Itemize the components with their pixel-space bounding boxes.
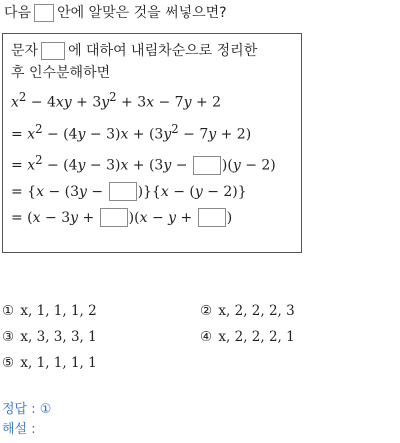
explanation-label: 해설 [2, 422, 28, 437]
answer-label: 정답 [2, 402, 28, 417]
answer-section [2, 400, 51, 440]
blank-4 [198, 208, 226, 227]
question-before: 다음 [4, 5, 32, 21]
question-after: 안에 알맞은 것을 써넣으면? [57, 5, 227, 21]
choice-3[interactable]: ③ x, 3, 3, 3, 1 [2, 329, 97, 345]
choice-2[interactable]: ② x, 2, 2, 2, 3 [200, 303, 295, 319]
expression-line-4: = {x − (3y − )}{x − (y − 2)} [11, 183, 247, 200]
problem-box [2, 33, 302, 253]
blank-3 [100, 208, 128, 227]
choice-5[interactable]: ⑤ x, 1, 1, 1, 1 [2, 355, 97, 371]
blank-1 [193, 156, 221, 175]
choice-row [2, 324, 398, 350]
expression-line-2: = $x^2 - (4y - 3)x + (3y^2 - 7y + 2)$ [11, 121, 252, 143]
intro-after: 에 대하여 내림차순으로 정리한 [68, 43, 258, 59]
choices [2, 298, 398, 376]
variable-blank [41, 42, 65, 60]
explanation-line: 해설 : [2, 422, 36, 437]
question-text [4, 4, 227, 22]
choice-row [2, 350, 398, 376]
answer-value: ① [39, 402, 52, 417]
choice-1[interactable]: ① x, 1, 1, 1, 2 [2, 303, 97, 319]
question-blank [34, 4, 54, 22]
choice-4[interactable]: ④ x, 2, 2, 2, 1 [200, 329, 295, 345]
box-intro-line-2: 후 인수분해하면 [11, 65, 111, 81]
expression-line-5: = (x − 3y + )(x − y + ) [11, 209, 233, 226]
intro-before: 문자 [11, 43, 39, 59]
box-intro-line-1 [11, 40, 301, 62]
choice-row [2, 298, 398, 324]
expression-line-3: = $x^2 - (4y - 3)x + (3y - )(y - 2)$ [11, 153, 276, 174]
blank-2 [109, 182, 137, 201]
expression-line-1: $x^2 - 4xy + 3y^2 + 3x - 7y + 2$ [11, 90, 222, 111]
answer-line: 정답 : ① [2, 402, 52, 417]
